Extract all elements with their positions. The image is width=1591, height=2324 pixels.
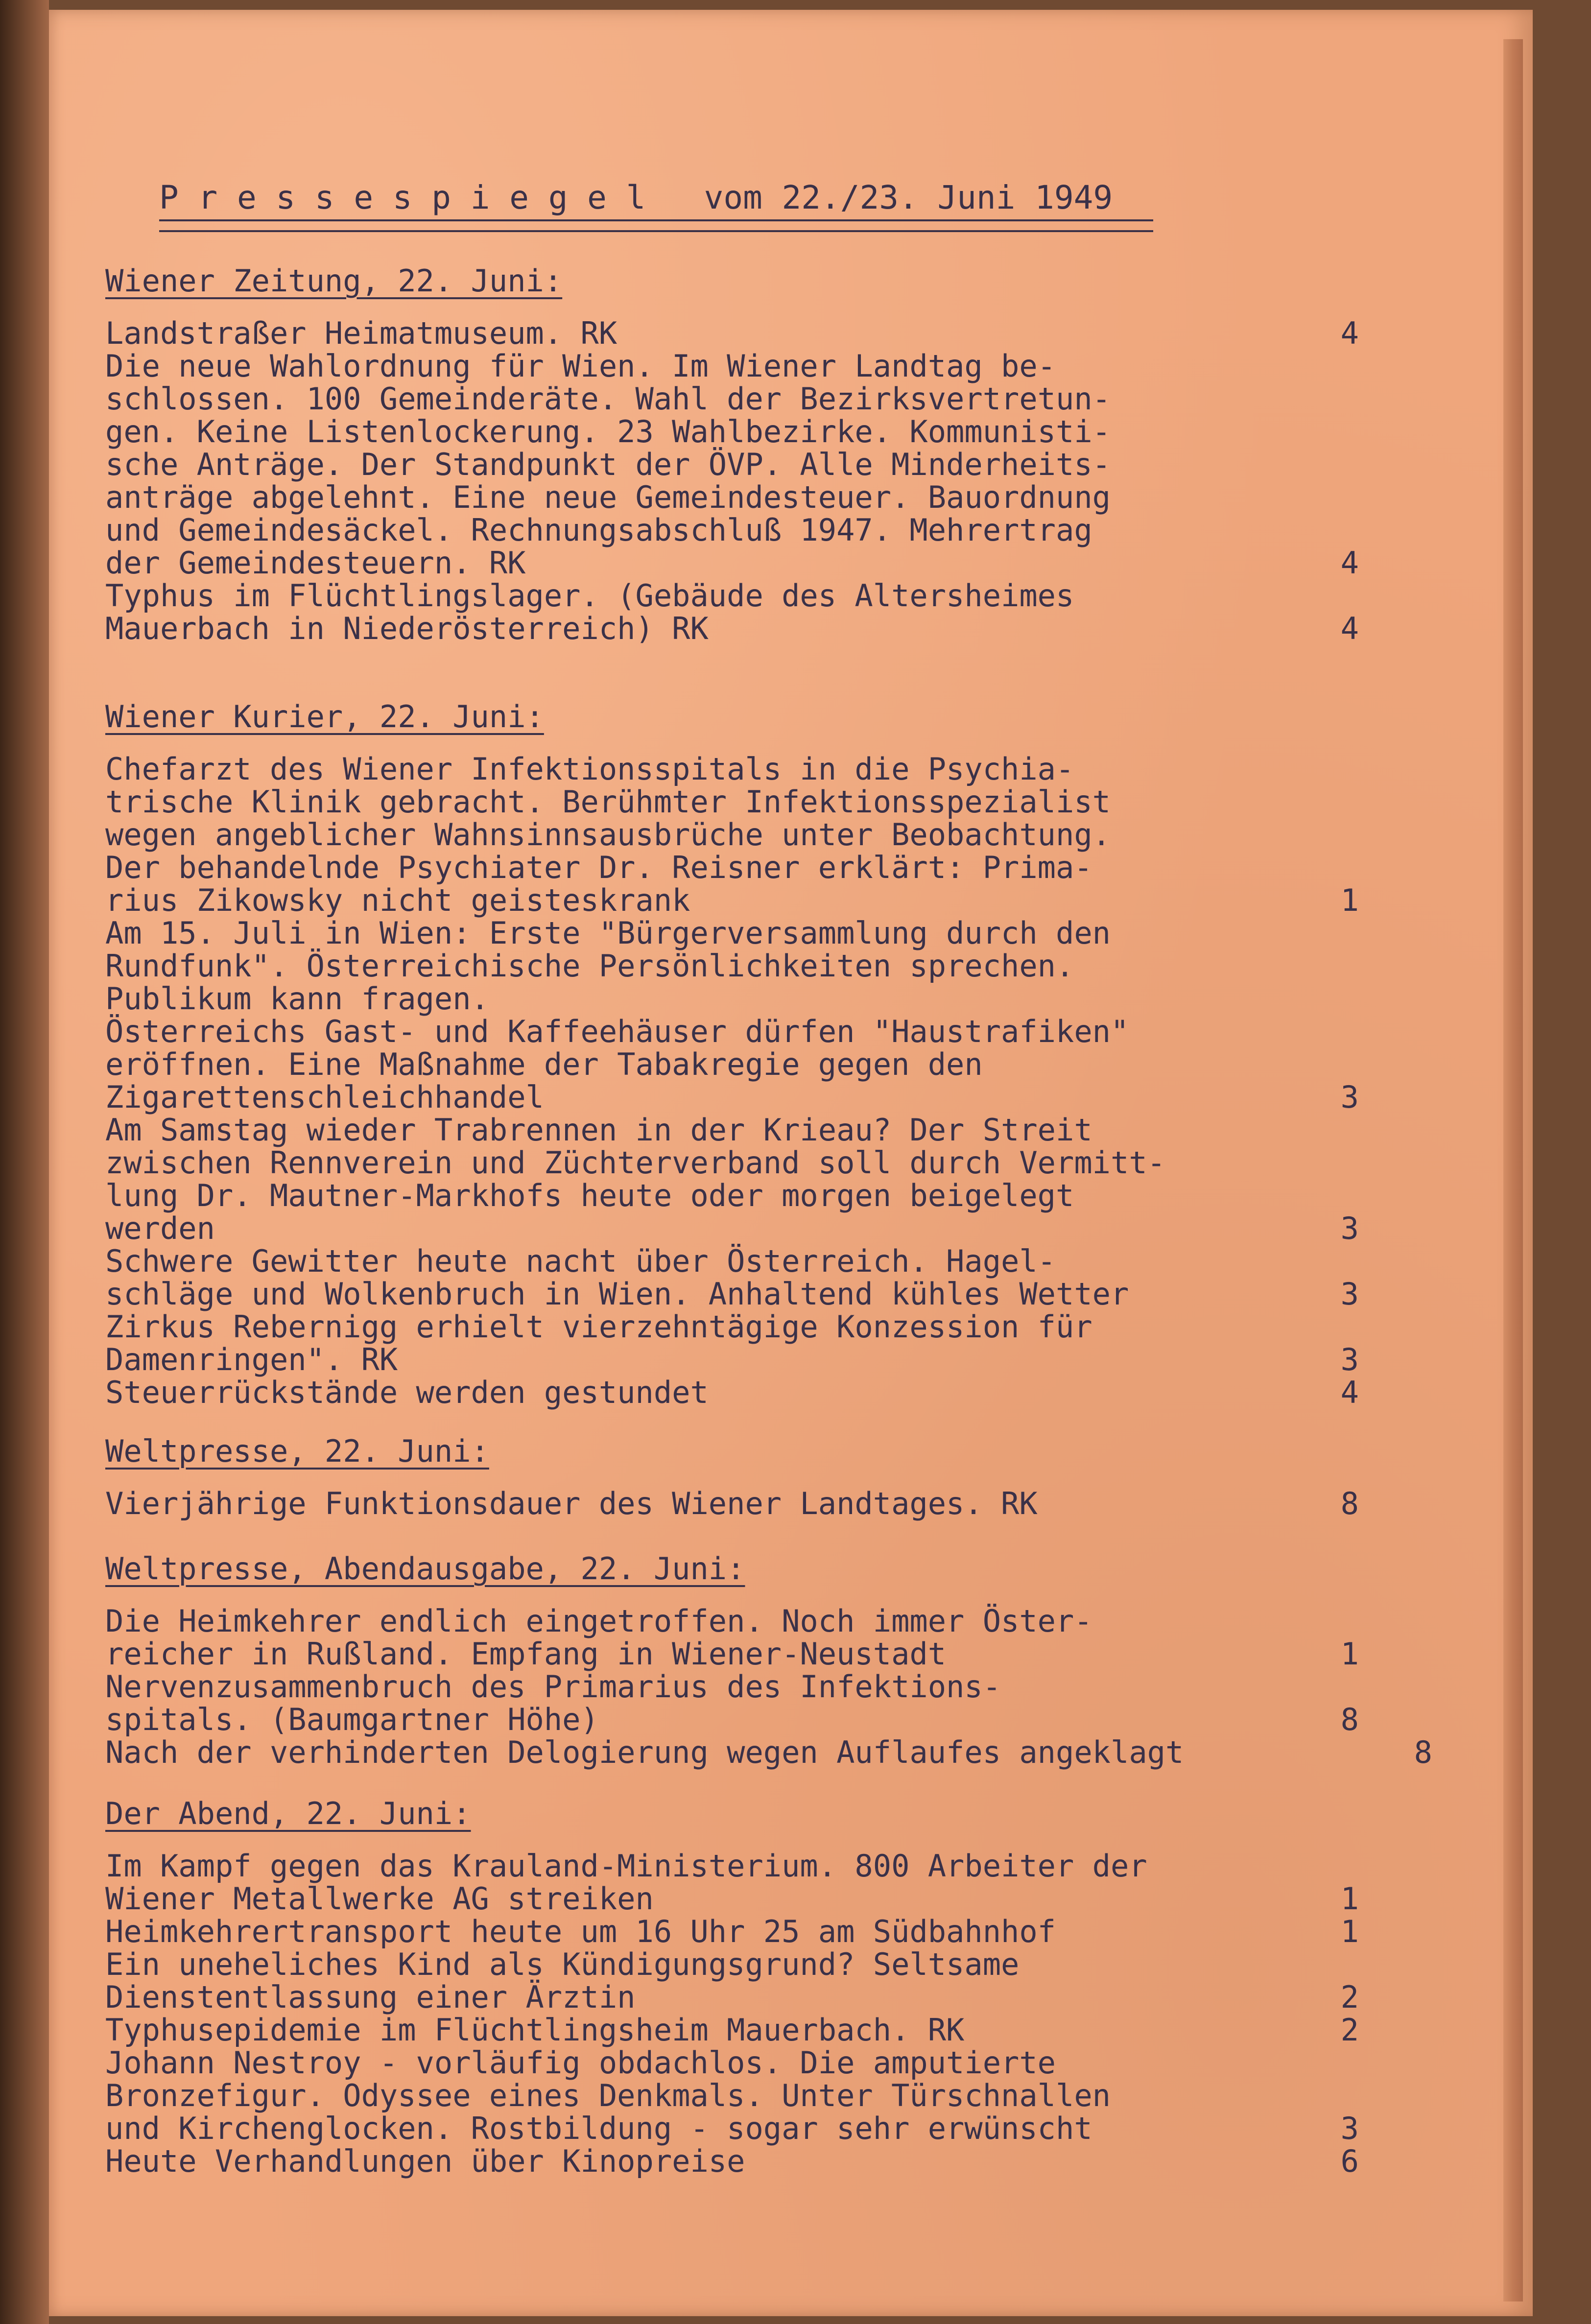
article-line: Vierjährige Funktionsdauer des Wiener Landtages. RK — [105, 1486, 1038, 1521]
article-line: reicher in Rußland. Empfang in Wiener-Neustadt — [105, 1636, 947, 1672]
book-binding-edge — [0, 0, 49, 2324]
article-entry — [105, 2046, 1359, 2145]
newspaper-heading: Der Abend, 22. Juni: — [105, 1796, 471, 1831]
article-entry — [105, 1245, 1359, 1310]
article-line: Im Kampf gegen das Krauland-Ministerium. 800 Arbeiter der — [105, 1848, 1147, 1884]
page-number: 1 — [1340, 882, 1359, 918]
page-number: 1 — [1340, 1636, 1359, 1672]
page-number: 1 — [1340, 1881, 1359, 1917]
article-entry — [105, 2014, 1359, 2046]
article-entry — [105, 753, 1359, 917]
article-line: trische Klinik gebracht. Berühmter Infektionsspezialist — [105, 784, 1111, 820]
page-number: 3 — [1340, 1276, 1359, 1312]
article-line: Typhusepidemie im Flüchtlingsheim Mauerbach. RK — [105, 2012, 965, 2048]
title-double-rule — [159, 219, 1153, 232]
page-number: 4 — [1340, 611, 1359, 646]
article-line: Die neue Wahlordnung für Wien. Im Wiener Landtag be- — [105, 348, 1056, 384]
article-line: Publikum kann fragen. — [105, 981, 489, 1017]
article-entry — [105, 2145, 1359, 2178]
article-line: gen. Keine Listenlockerung. 23 Wahlbezirke. Kommunisti- — [105, 414, 1111, 450]
article-entry — [105, 1605, 1359, 1670]
article-entry — [105, 1670, 1359, 1736]
article-line: sche Anträge. Der Standpunkt der ÖVP. Alle Minderheits- — [105, 447, 1111, 482]
article-line: Damenringen". RK — [105, 1342, 398, 1377]
article-line: Mauerbach in Niederösterreich) RK — [105, 611, 709, 646]
page-number: 4 — [1340, 545, 1359, 581]
article-line: Die Heimkehrer endlich eingetroffen. Noch immer Öster- — [105, 1603, 1092, 1639]
article-line: Zirkus Rebernigg erhielt vierzehntägige Konzession für — [105, 1309, 1092, 1345]
article-entry — [105, 1114, 1359, 1245]
section-entries — [105, 1850, 1359, 2178]
page-number: 8 — [1414, 1734, 1432, 1770]
newspaper-heading: Weltpresse, 22. Juni: — [105, 1433, 489, 1469]
article-line: anträge abgelehnt. Eine neue Gemeindesteuer. Bauordnung — [105, 479, 1111, 515]
article-line: Typhus im Flüchtlingslager. (Gebäude des Altersheimes — [105, 578, 1074, 614]
article-line: Chefarzt des Wiener Infektionsspitals in die Psychia- — [105, 751, 1074, 787]
article-line: Steuerrückstände werden gestundet — [105, 1375, 709, 1410]
newspaper-section — [105, 1797, 1359, 2178]
page-number: 3 — [1340, 2111, 1359, 2146]
article-entry — [105, 350, 1359, 579]
article-line: und Kirchenglocken. Rostbildung - sogar sehr erwünscht — [105, 2111, 1092, 2146]
newspaper-heading: Wiener Kurier, 22. Juni: — [105, 699, 544, 735]
article-entry — [105, 1948, 1359, 2014]
newspaper-section — [105, 1551, 1432, 1770]
page-number: 2 — [1340, 1979, 1359, 2015]
article-line: Österreichs Gast- und Kaffeehäuser dürfen "Haustrafiken" — [105, 1014, 1129, 1049]
page-number: 3 — [1340, 1210, 1359, 1246]
page-number: 1 — [1340, 1914, 1359, 1949]
page-number: 8 — [1340, 1702, 1359, 1737]
article-line: Nach der verhinderten Delogierung wegen Auflaufes angeklagt — [105, 1734, 1184, 1770]
article-line: Johann Nestroy - vorläufig obdachlos. Die amputierte — [105, 2045, 1056, 2081]
section-entries — [105, 1603, 1432, 1770]
article-line: Dienstentlassung einer Ärztin — [105, 1979, 636, 2015]
article-line: schläge und Wolkenbruch in Wien. Anhaltend kühles Wetter — [105, 1276, 1129, 1312]
article-entry — [105, 1015, 1359, 1114]
article-line: Wiener Metallwerke AG streiken — [105, 1881, 654, 1917]
article-line: Am 15. Juli in Wien: Erste "Bürgerversammlung durch den — [105, 915, 1111, 951]
article-line: Rundfunk". Österreichische Persönlichkeiten sprechen. — [105, 948, 1074, 984]
section-entries — [105, 753, 1359, 1409]
newspaper-section — [105, 1435, 1359, 1520]
article-line: der Gemeindesteuern. RK — [105, 545, 526, 581]
article-entry — [105, 1915, 1359, 1948]
article-line: Ein uneheliches Kind als Kündigungsgrund? Seltsame — [105, 1946, 1020, 1982]
page-number: 4 — [1340, 1375, 1359, 1410]
page-number: 3 — [1340, 1079, 1359, 1115]
page-number: 2 — [1340, 2012, 1359, 2048]
title-spaced: P r e s s e s p i e g e l — [159, 179, 646, 216]
article-line: werden — [105, 1210, 215, 1246]
article-line: Am Samstag wieder Trabrennen in der Krieau? Der Streit — [105, 1112, 1092, 1148]
article-entry — [105, 1310, 1359, 1376]
page-stack-edge — [1503, 39, 1523, 2301]
section-entries — [105, 317, 1359, 645]
article-line: Nervenzusammenbruch des Primarius des Infektions- — [105, 1669, 1001, 1705]
article-line: Zigarettenschleichhandel — [105, 1079, 544, 1115]
article-line: rius Zikowsky nicht geisteskrank — [105, 882, 690, 918]
newspaper-heading: Wiener Zeitung, 22. Juni: — [105, 263, 563, 299]
article-entry — [105, 1850, 1359, 1915]
page-number: 8 — [1340, 1486, 1359, 1521]
article-line: zwischen Rennverein und Züchterverband soll durch Vermitt- — [105, 1145, 1165, 1181]
article-entry — [105, 1376, 1359, 1409]
article-line: wegen angeblicher Wahnsinnsausbrüche unter Beobachtung. — [105, 817, 1111, 853]
article-line: und Gemeindesäckel. Rechnungsabschluß 1947. Mehrertrag — [105, 512, 1092, 548]
title-date: vom 22./23. Juni 1949 — [704, 179, 1113, 216]
page-number: 4 — [1340, 315, 1359, 351]
article-line: lung Dr. Mautner-Markhofs heute oder morgen beigelegt — [105, 1178, 1074, 1213]
newspaper-section — [105, 700, 1359, 1409]
article-line: Schwere Gewitter heute nacht über Österreich. Hagel- — [105, 1243, 1056, 1279]
document-title — [159, 181, 1113, 214]
article-line: Bronzefigur. Odyssee eines Denkmals. Unter Türschnallen — [105, 2078, 1111, 2113]
newspaper-section — [105, 264, 1359, 645]
article-line: Heute Verhandlungen über Kinopreise — [105, 2143, 745, 2179]
article-line: schlossen. 100 Gemeinderäte. Wahl der Bezirksvertretun- — [105, 381, 1111, 417]
newspaper-heading: Weltpresse, Abendausgabe, 22. Juni: — [105, 1551, 745, 1587]
section-entries — [105, 1487, 1359, 1520]
article-entry — [105, 1487, 1359, 1520]
article-line: eröffnen. Eine Maßnahme der Tabakregie gegen den — [105, 1046, 983, 1082]
article-entry — [105, 579, 1359, 645]
article-entry — [105, 317, 1359, 350]
article-line: Der behandelnde Psychiater Dr. Reisner erklärt: Prima- — [105, 850, 1092, 885]
article-line: spitals. (Baumgartner Höhe) — [105, 1702, 599, 1737]
article-line: Heimkehrertransport heute um 16 Uhr 25 am Südbahnhof — [105, 1914, 1056, 1949]
page-number: 6 — [1340, 2143, 1359, 2179]
article-entry — [105, 917, 1359, 1015]
article-entry — [105, 1734, 1432, 1770]
article-line: Landstraßer Heimatmuseum. RK — [105, 315, 617, 351]
page-number: 3 — [1340, 1342, 1359, 1377]
